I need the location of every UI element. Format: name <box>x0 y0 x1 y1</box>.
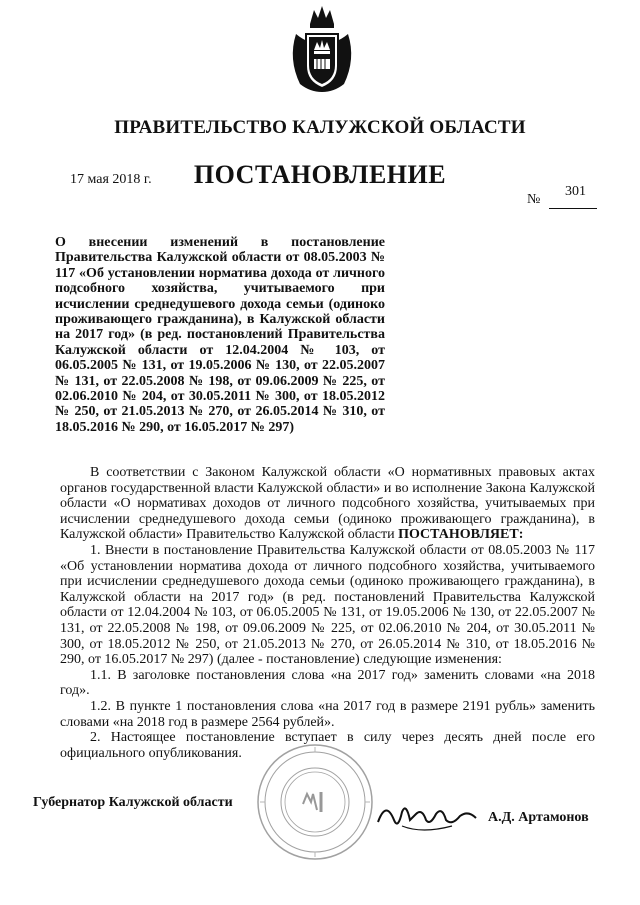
document-body <box>60 465 595 761</box>
coat-of-arms-icon <box>286 4 358 96</box>
preamble-text: В соответствии с Законом Калужской области «О нормативных правовых актах органов государственной власти Калужской области» и во исполнение Закона Калужской области «О нормативах доходов от личного подсобного хозяйства, учитываемых при исчислении среднедушевого дохода семьи (одиноко проживающего гражданина), в Калужской области» Правительство Калужской области <box>60 465 595 543</box>
preamble-paragraph <box>60 465 595 543</box>
item-1-2: 1.2. В пункте 1 постановления слова «на 2017 год в размере 2191 рубль» заменить словами «на 2018 год в размере 2564 рублей». <box>60 698 595 730</box>
item-1-1: 1.1. В заголовке постановления слова «на 2017 год» заменить словами «на 2018 год». <box>60 667 595 699</box>
signer-title: Губернатор Калужской области <box>33 795 233 810</box>
document-date: 17 мая 2018 г. <box>70 172 152 187</box>
handwritten-signature <box>372 790 482 840</box>
document-type: ПОСТАНОВЛЕНИЕ <box>193 160 447 189</box>
number-value: 301 <box>565 184 586 199</box>
number-sign: № <box>527 192 541 207</box>
item-2: 2. Настоящее постановление вступает в силу через десять дней после его официального опубликования. <box>60 730 595 761</box>
item-1: 1. Внести в постановление Правительства Калужской области от 08.05.2003 № 117 «Об установлении норматива дохода от личного подсобного хозяйства, учитываемого при исчислении среднедушевого дохода семьи (одиноко проживающего гражданина), в Калужской области на 2017 год» (в ред. постановлений Правительства Калужской области от 12.04.2004 № 103, от 06.05.2005 № 131, от 19.05.2006 № 130, от 22.05.2007 № 131, от 22.05.2008 № 198, от 09.06.2009 № 225, от 02.06.2010 № 204, от 30.05.2011 № 300, от 18.05.2012 № 250, от 21.05.2013 № 270, от 26.05.2014 № 310, от 18.05.2016 № 290, от 16.05.2017 № 297) (далее - постановление) следующие изменения: <box>60 542 595 668</box>
document-number <box>527 186 597 210</box>
decree-word: ПОСТАНОВЛЯЕТ: <box>398 527 524 543</box>
document-subject: О внесении изменений в постановление Правительства Калужской области от 08.05.2003 № 117 «Об установлении норматива дохода от личного подсобного хозяйства, учитываемого при исчислении среднедушевого дохода семьи (одиноко проживающего гражданина), в Калужской области на 2017 год» (в ред. постановлений Правительства Калужской области от 12.04.2004 № 103, от 06.05.2005 № 131, от 19.05.2006 № 130, от 22.05.2007 № 131, от 22.05.2008 № 198, от 09.06.2009 № 225, от 02.06.2010 № 204, от 30.05.2011 № 300, от 18.05.2012 № 250, от 21.05.2013 № 270, от 26.05.2014 № 310, от 18.05.2016 № 290, от 16.05.2017 № 297) <box>55 235 385 435</box>
government-title: ПРАВИТЕЛЬСТВО КАЛУЖСКОЙ ОБЛАСТИ <box>114 117 526 138</box>
official-seal <box>255 742 375 862</box>
signer-name: А.Д. Артамонов <box>488 810 589 825</box>
number-underline <box>549 208 597 209</box>
